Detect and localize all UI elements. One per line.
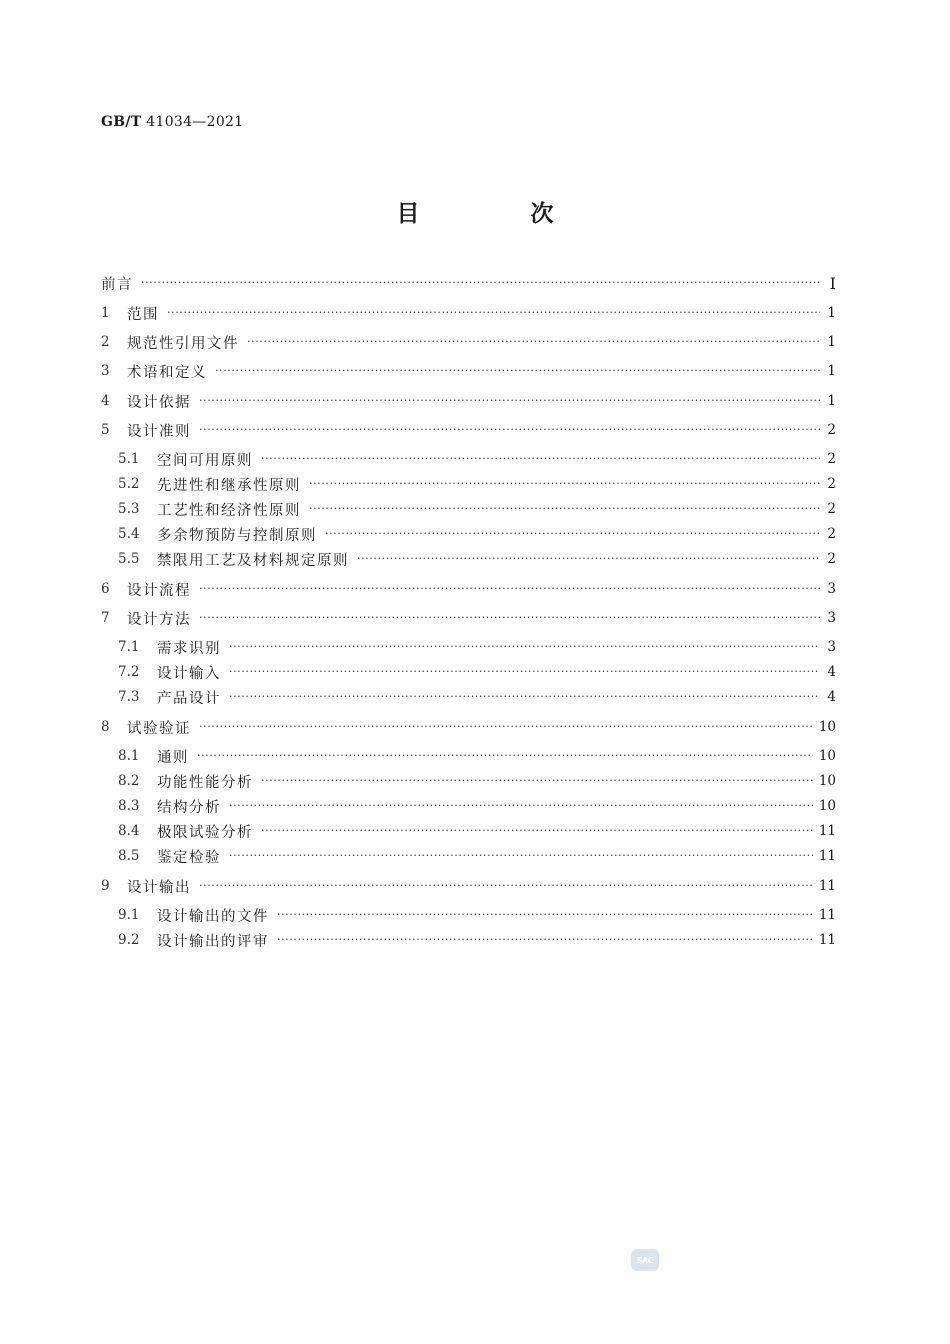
toc-leader-dots <box>199 581 820 597</box>
toc-entry-number: 3 <box>101 363 110 379</box>
toc-entry-label: 规范性引用文件 <box>127 335 239 352</box>
toc-entry-label: 鉴定检验 <box>157 849 221 866</box>
toc-entry-page: 3 <box>827 581 836 597</box>
toc-entry-number: 8.5 <box>118 848 140 864</box>
toc-entry-9-1[interactable] <box>118 904 836 926</box>
toc-entry-5-3[interactable] <box>118 498 836 520</box>
toc-entry-page: 11 <box>818 823 836 839</box>
toc-leader-dots <box>199 610 820 626</box>
toc-entry-3[interactable] <box>101 360 836 382</box>
toc-entry-number: 4 <box>101 393 110 409</box>
toc-entry-label: 设计输出的文件 <box>157 908 269 925</box>
toc-entry-4[interactable] <box>101 390 836 412</box>
toc-entry-page: Ⅰ <box>829 273 836 293</box>
toc-entry-number: 6 <box>101 581 110 597</box>
toc-leader-dots <box>229 689 820 705</box>
toc-entry-8-2[interactable] <box>118 770 836 792</box>
toc-entry-page: 10 <box>818 748 836 764</box>
toc-leader-dots <box>277 907 813 923</box>
toc-entry-number: 9.2 <box>118 932 140 948</box>
toc-entry-number: 7.3 <box>118 689 140 705</box>
toc-entry-8-4[interactable] <box>118 820 836 842</box>
toc-entry-label: 多余物预防与控制原则 <box>157 527 317 544</box>
toc-entry-label: 通则 <box>157 749 189 766</box>
toc-entry-label: 先进性和继承性原则 <box>157 477 301 494</box>
toc-leader-dots <box>215 363 820 379</box>
toc-leader-dots <box>197 748 813 764</box>
toc-entry-number: 8.3 <box>118 798 140 814</box>
document-code <box>101 114 243 130</box>
toc-leader-dots <box>325 526 820 542</box>
toc-entry-number: 5.5 <box>118 551 140 567</box>
toc-entry-8-3[interactable] <box>118 795 836 817</box>
toc-entry-page: 11 <box>818 848 836 864</box>
toc-leader-dots <box>229 848 813 864</box>
toc-leader-dots <box>229 639 820 655</box>
toc-leader-dots <box>247 334 820 350</box>
toc-entry-page: 2 <box>827 422 836 438</box>
toc-entry-5-1[interactable] <box>118 448 836 470</box>
toc-entry-label: 工艺性和经济性原则 <box>157 502 301 519</box>
toc-entry-label: 设计准则 <box>127 423 191 440</box>
toc-entry-number: 9 <box>101 878 110 894</box>
toc-entry-9[interactable] <box>101 875 836 897</box>
toc-entry-label: 设计依据 <box>127 394 191 411</box>
toc-entry-number: 1 <box>101 305 110 321</box>
toc-entry-7-3[interactable] <box>118 686 836 708</box>
document-code-prefix: GB/T <box>101 114 142 130</box>
toc-entry-number: 8.1 <box>118 748 140 764</box>
toc-entry-number: 8.4 <box>118 823 140 839</box>
toc-leader-dots <box>199 422 820 438</box>
toc-entry-label: 产品设计 <box>157 690 221 707</box>
toc-entry-number: 5.2 <box>118 476 140 492</box>
toc-entry-label: 需求识别 <box>157 640 221 657</box>
toc-entry-label: 空间可用原则 <box>157 452 253 469</box>
toc-entry-label: 设计输入 <box>157 665 221 682</box>
toc-entry-page: 11 <box>818 907 836 923</box>
toc-leader-dots <box>141 275 820 291</box>
toc-leader-dots <box>167 305 820 321</box>
toc-entry-foreword[interactable] <box>101 272 836 294</box>
toc-entry-9-2[interactable] <box>118 929 836 951</box>
toc-entry-number: 7.2 <box>118 664 140 680</box>
toc-entry-5-4[interactable] <box>118 523 836 545</box>
toc-entry-8[interactable] <box>101 716 836 738</box>
toc-entry-page: 2 <box>827 501 836 517</box>
toc-entry-page: 2 <box>827 551 836 567</box>
toc-entry-page: 4 <box>827 689 836 705</box>
page-title: 目 次 <box>396 201 598 227</box>
toc-entry-label: 功能性能分析 <box>157 774 253 791</box>
toc-entry-number: 5.3 <box>118 501 140 517</box>
toc-entry-page: 3 <box>827 639 836 655</box>
toc-entry-label: 设计输出 <box>127 879 191 896</box>
toc-entry-number: 2 <box>101 334 110 350</box>
toc-entry-label: 禁限用工艺及材料规定原则 <box>157 552 349 569</box>
toc-entry-page: 2 <box>827 526 836 542</box>
toc-entry-page: 2 <box>827 451 836 467</box>
toc-entry-7-2[interactable] <box>118 661 836 683</box>
toc-entry-page: 1 <box>827 393 836 409</box>
toc-entry-label: 试验验证 <box>127 720 191 737</box>
toc-entry-page: 1 <box>827 334 836 350</box>
toc-entry-7[interactable] <box>101 607 836 629</box>
toc-entry-label: 范围 <box>127 306 159 323</box>
toc-leader-dots <box>199 393 820 409</box>
toc-entry-page: 1 <box>827 305 836 321</box>
toc-entry-label: 设计流程 <box>127 582 191 599</box>
toc-entry-label: 前言 <box>101 276 133 293</box>
toc-entry-page: 10 <box>818 798 836 814</box>
toc-entry-page: 11 <box>818 932 836 948</box>
toc-entry-5-2[interactable] <box>118 473 836 495</box>
toc-entry-1[interactable] <box>101 302 836 324</box>
toc-entry-page: 10 <box>818 773 836 789</box>
toc-entry-label: 设计方法 <box>127 611 191 628</box>
toc-entry-page: 11 <box>818 878 836 894</box>
toc-entry-page: 4 <box>827 664 836 680</box>
toc-entry-page: 1 <box>827 363 836 379</box>
watermark-text: SAC <box>636 1255 654 1265</box>
toc-entry-8-5[interactable] <box>118 845 836 867</box>
toc-entry-7-1[interactable] <box>118 636 836 658</box>
document-code-number: 41034—2021 <box>146 114 244 130</box>
toc-entry-5[interactable] <box>101 419 836 441</box>
toc-leader-dots <box>199 878 813 894</box>
toc-leader-dots <box>261 823 813 839</box>
toc-entry-page: 2 <box>827 476 836 492</box>
toc-entry-number: 7.1 <box>118 639 140 655</box>
toc-leader-dots <box>357 551 820 567</box>
toc-entry-page: 3 <box>827 610 836 626</box>
toc-entry-label: 极限试验分析 <box>157 824 253 841</box>
toc-entry-number: 5 <box>101 422 110 438</box>
toc-entry-8-1[interactable] <box>118 745 836 767</box>
toc-entry-5-5[interactable] <box>118 548 836 570</box>
toc-entry-number: 7 <box>101 610 110 626</box>
toc-leader-dots <box>229 664 820 680</box>
toc-entry-number: 8 <box>101 719 110 735</box>
toc-entry-number: 9.1 <box>118 907 140 923</box>
toc-entry-number: 5.4 <box>118 526 140 542</box>
toc-leader-dots <box>199 719 813 735</box>
toc-leader-dots <box>261 451 820 467</box>
toc-leader-dots <box>261 773 813 789</box>
toc-entry-6[interactable] <box>101 578 836 600</box>
toc-leader-dots <box>309 476 820 492</box>
toc-entry-page: 10 <box>818 719 836 735</box>
toc-entry-label: 结构分析 <box>157 799 221 816</box>
toc-leader-dots <box>309 501 820 517</box>
toc-leader-dots <box>277 932 813 948</box>
toc-leader-dots <box>229 798 813 814</box>
toc-entry-number: 5.1 <box>118 451 140 467</box>
toc-entry-number: 8.2 <box>118 773 140 789</box>
sac-watermark-logo <box>631 1249 659 1271</box>
toc-entry-2[interactable] <box>101 331 836 353</box>
toc-entry-label: 设计输出的评审 <box>157 933 269 950</box>
toc-entry-label: 术语和定义 <box>127 364 207 381</box>
